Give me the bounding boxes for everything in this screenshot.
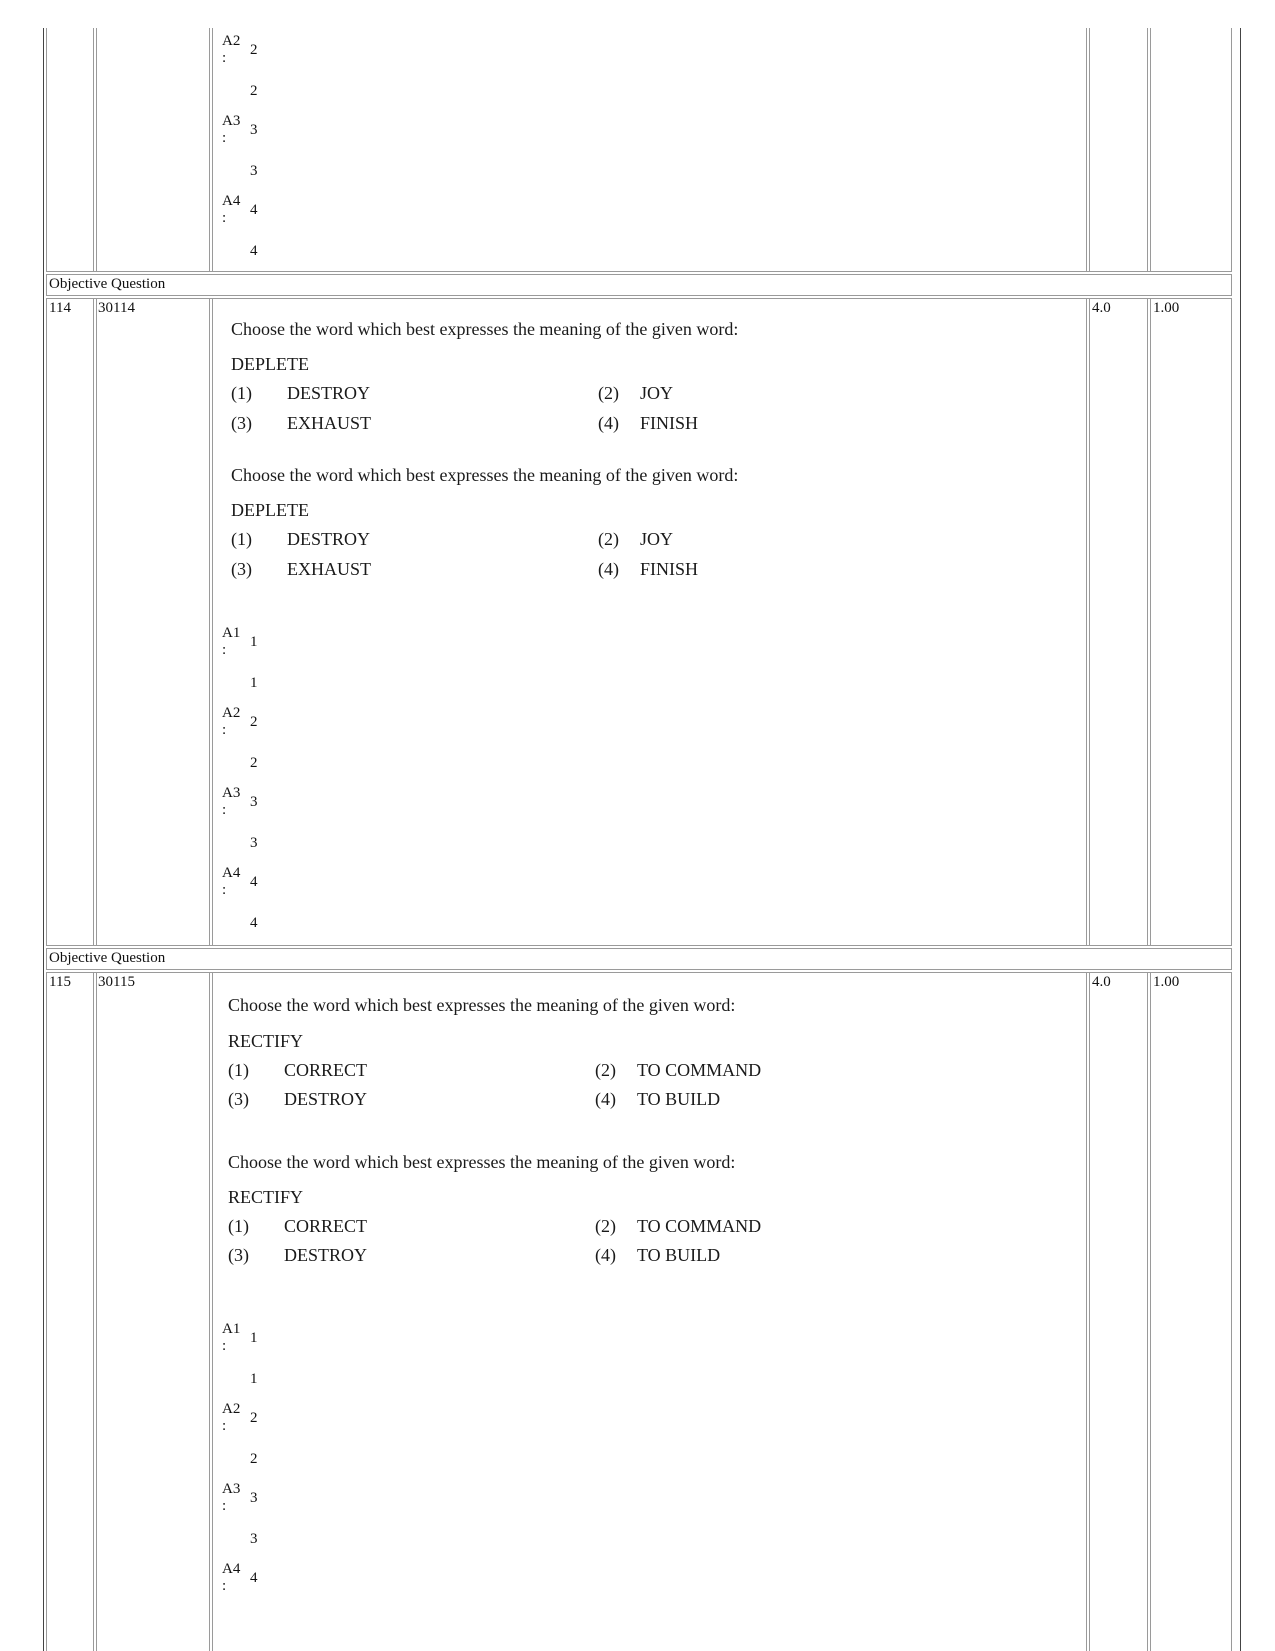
answer-colon: : bbox=[222, 642, 227, 658]
option-number: (4) bbox=[598, 413, 619, 433]
question-prompt: Choose the word which best expresses the meaning of the given word: bbox=[231, 465, 739, 485]
option-number: (3) bbox=[231, 559, 252, 579]
option-text: DESTROY bbox=[284, 1089, 368, 1109]
option-number: (1) bbox=[231, 383, 252, 403]
answer-value: 3 bbox=[250, 1490, 258, 1506]
answer-detail: 4 bbox=[250, 915, 258, 931]
cell-border bbox=[209, 972, 210, 1651]
answer-detail: 3 bbox=[250, 835, 258, 851]
answer-label: A1 bbox=[222, 625, 241, 641]
option-text: FINISH bbox=[640, 413, 699, 433]
cell-border bbox=[209, 28, 210, 272]
cell-border bbox=[1231, 948, 1232, 970]
option-text: TO COMMAND bbox=[637, 1060, 762, 1080]
cell-border bbox=[46, 969, 1232, 970]
cell-border bbox=[46, 274, 47, 296]
question-word: RECTIFY bbox=[228, 1187, 304, 1207]
answer-label: A2 bbox=[222, 1401, 241, 1417]
cell-border bbox=[1147, 972, 1148, 1651]
cell-border bbox=[209, 298, 210, 946]
cell-border bbox=[93, 972, 94, 1651]
answer-detail: 2 bbox=[250, 755, 258, 771]
answer-value: 3 bbox=[250, 122, 258, 138]
answer-label: A2 bbox=[222, 33, 241, 49]
cell-border bbox=[1150, 972, 1151, 1651]
answer-label: A4 bbox=[222, 193, 241, 209]
cell-border bbox=[46, 945, 1232, 946]
answer-detail: 1 bbox=[250, 1371, 258, 1387]
answer-colon: : bbox=[222, 210, 227, 226]
question-id: 30114 bbox=[98, 300, 135, 316]
answer-colon: : bbox=[222, 802, 227, 818]
answer-label: A4 bbox=[222, 1561, 241, 1577]
outer-left-border bbox=[43, 28, 44, 1651]
option-number: (3) bbox=[231, 413, 252, 433]
option-text: TO COMMAND bbox=[637, 1216, 762, 1236]
answer-label: A4 bbox=[222, 865, 241, 881]
cell-border bbox=[1150, 28, 1151, 272]
option-number: (3) bbox=[228, 1245, 249, 1265]
question-word: DEPLETE bbox=[231, 500, 309, 520]
answer-label: A2 bbox=[222, 705, 241, 721]
option-text: EXHAUST bbox=[287, 413, 371, 433]
answer-detail: 1 bbox=[250, 675, 258, 691]
option-text: EXHAUST bbox=[287, 559, 371, 579]
answer-value: 4 bbox=[250, 874, 258, 890]
answer-value: 1 bbox=[250, 634, 258, 650]
cell-border bbox=[46, 295, 1232, 296]
question-word: DEPLETE bbox=[231, 354, 309, 374]
answer-label: A3 bbox=[222, 113, 241, 129]
option-text: DESTROY bbox=[287, 383, 371, 403]
answer-detail: 2 bbox=[250, 1451, 258, 1467]
option-number: (4) bbox=[598, 559, 619, 579]
question-prompt: Choose the word which best expresses the meaning of the given word: bbox=[231, 319, 739, 339]
cell-border bbox=[46, 274, 1232, 275]
question-marks: 4.0 bbox=[1092, 300, 1111, 316]
answer-colon: : bbox=[222, 1498, 227, 1514]
option-number: (1) bbox=[228, 1216, 249, 1236]
cell-border bbox=[1089, 298, 1090, 946]
answer-value: 3 bbox=[250, 794, 258, 810]
cell-border bbox=[1150, 298, 1151, 946]
section-label: Objective Question bbox=[49, 950, 166, 966]
answer-detail: 3 bbox=[250, 163, 258, 179]
option-text: DESTROY bbox=[284, 1245, 368, 1265]
cell-border bbox=[1089, 28, 1090, 272]
cell-border bbox=[46, 972, 47, 1651]
answer-colon: : bbox=[222, 130, 227, 146]
cell-border bbox=[46, 948, 47, 970]
cell-border bbox=[46, 972, 1232, 973]
option-number: (4) bbox=[595, 1245, 616, 1265]
cell-border bbox=[212, 28, 213, 272]
answer-value: 2 bbox=[250, 714, 258, 730]
answer-label: A1 bbox=[222, 1321, 241, 1337]
cell-border bbox=[1089, 972, 1090, 1651]
cell-border bbox=[96, 972, 97, 1651]
option-number: (3) bbox=[228, 1089, 249, 1109]
answer-detail: 2 bbox=[250, 83, 258, 99]
option-text: JOY bbox=[640, 383, 674, 403]
answer-value: 4 bbox=[250, 202, 258, 218]
cell-border bbox=[212, 298, 213, 946]
cell-border bbox=[46, 271, 1232, 272]
cell-border bbox=[93, 298, 94, 946]
answer-colon: : bbox=[222, 722, 227, 738]
answer-value: 2 bbox=[250, 42, 258, 58]
option-text: CORRECT bbox=[284, 1216, 368, 1236]
cell-border bbox=[1231, 28, 1232, 272]
answer-detail: 3 bbox=[250, 1531, 258, 1547]
option-number: (1) bbox=[231, 529, 252, 549]
question-id: 30115 bbox=[98, 974, 135, 990]
option-text: TO BUILD bbox=[637, 1089, 721, 1109]
option-number: (2) bbox=[598, 529, 619, 549]
option-text: CORRECT bbox=[284, 1060, 368, 1080]
cell-border bbox=[1231, 274, 1232, 296]
cell-border bbox=[1231, 972, 1232, 1651]
cell-border bbox=[212, 972, 213, 1651]
cell-border bbox=[1086, 298, 1087, 946]
option-number: (2) bbox=[598, 383, 619, 403]
answer-value: 2 bbox=[250, 1410, 258, 1426]
answer-value: 1 bbox=[250, 1330, 258, 1346]
cell-border bbox=[1086, 972, 1087, 1651]
option-text: DESTROY bbox=[287, 529, 371, 549]
question-word: RECTIFY bbox=[228, 1031, 304, 1051]
answer-colon: : bbox=[222, 1418, 227, 1434]
question-sr-no: 114 bbox=[49, 300, 71, 316]
answer-value: 4 bbox=[250, 1570, 258, 1586]
cell-border bbox=[1086, 28, 1087, 272]
option-text: FINISH bbox=[640, 559, 699, 579]
cell-border bbox=[96, 28, 97, 272]
answer-colon: : bbox=[222, 50, 227, 66]
answer-colon: : bbox=[222, 882, 227, 898]
outer-right-border bbox=[1240, 28, 1241, 1651]
answer-detail: 4 bbox=[250, 243, 258, 259]
question-marks: 4.0 bbox=[1092, 974, 1111, 990]
cell-border bbox=[96, 298, 97, 946]
option-number: (1) bbox=[228, 1060, 249, 1080]
option-text: JOY bbox=[640, 529, 674, 549]
option-number: (2) bbox=[595, 1060, 616, 1080]
cell-border bbox=[93, 28, 94, 272]
answer-colon: : bbox=[222, 1338, 227, 1354]
answer-colon: : bbox=[222, 1578, 227, 1594]
answer-label: A3 bbox=[222, 1481, 241, 1497]
question-negative-marks: 1.00 bbox=[1153, 300, 1180, 316]
section-label: Objective Question bbox=[49, 276, 166, 292]
cell-border bbox=[46, 948, 1232, 949]
question-prompt: Choose the word which best expresses the meaning of the given word: bbox=[228, 1152, 736, 1172]
cell-border bbox=[1231, 298, 1232, 946]
cell-border bbox=[1147, 298, 1148, 946]
option-number: (2) bbox=[595, 1216, 616, 1236]
question-negative-marks: 1.00 bbox=[1153, 974, 1180, 990]
answer-label: A3 bbox=[222, 785, 241, 801]
option-text: TO BUILD bbox=[637, 1245, 721, 1265]
cell-border bbox=[1147, 28, 1148, 272]
question-sr-no: 115 bbox=[49, 974, 71, 990]
cell-border bbox=[46, 28, 47, 272]
question-prompt: Choose the word which best expresses the meaning of the given word: bbox=[228, 995, 736, 1015]
cell-border bbox=[46, 298, 1232, 299]
option-number: (4) bbox=[595, 1089, 616, 1109]
cell-border bbox=[46, 298, 47, 946]
